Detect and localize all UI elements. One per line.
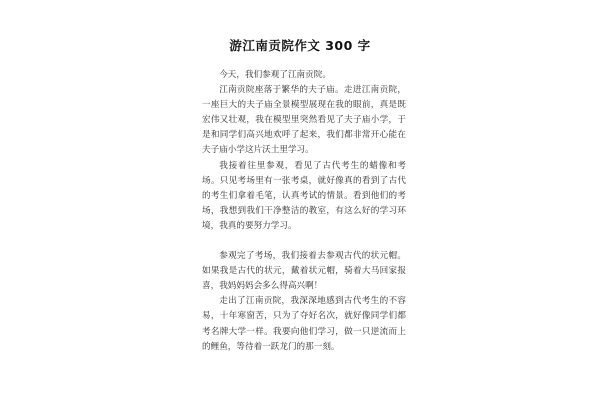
paragraph-3: 我接着往里参观，看见了古代考生的蜡像和考场。只见考场里有一张考桌，就好像真的看到了古代的考生们拿着毛笔，认真考试的情景。看到他们的考场，我想到我们干净整洁的教室，有这么好的学习环境，我真的要努力学习。 [202,160,406,231]
paragraph-1: 今天，我们参观了江南贡院。 [219,70,331,80]
document-title: 游江南贡院作文 300 字 [229,38,371,53]
paragraph-5: 走出了江南贡院，我深深地感到古代考生的不容易，十年寒窗苦，只为了夺好名次，就好像同学们都考名牌大学一样。我要向他们学习，做一只逆流而上的鲤鱼，等待着一跃龙门的那一刻。 [202,296,406,352]
paragraph-2: 江南贡院座落于繁华的夫子庙。走进江南贡院，一座巨大的夫子庙全景模型展现在我的眼前，真是既宏伟又壮观，我在模型里突然看见了夫子庙小学，于是和同学们高兴地欢呼了起来，我们都非常开心能在夫子庙小学这片沃土里学习。 [202,85,406,156]
document-body [202,68,406,355]
paragraph-4: 参观完了考场，我们接着去参观古代的状元帽。如果我是古代的状元，戴着状元帽，骑着大马回家报喜，我妈妈妈会多么得高兴啊！ [202,251,406,292]
paragraph-spacer [202,234,406,249]
